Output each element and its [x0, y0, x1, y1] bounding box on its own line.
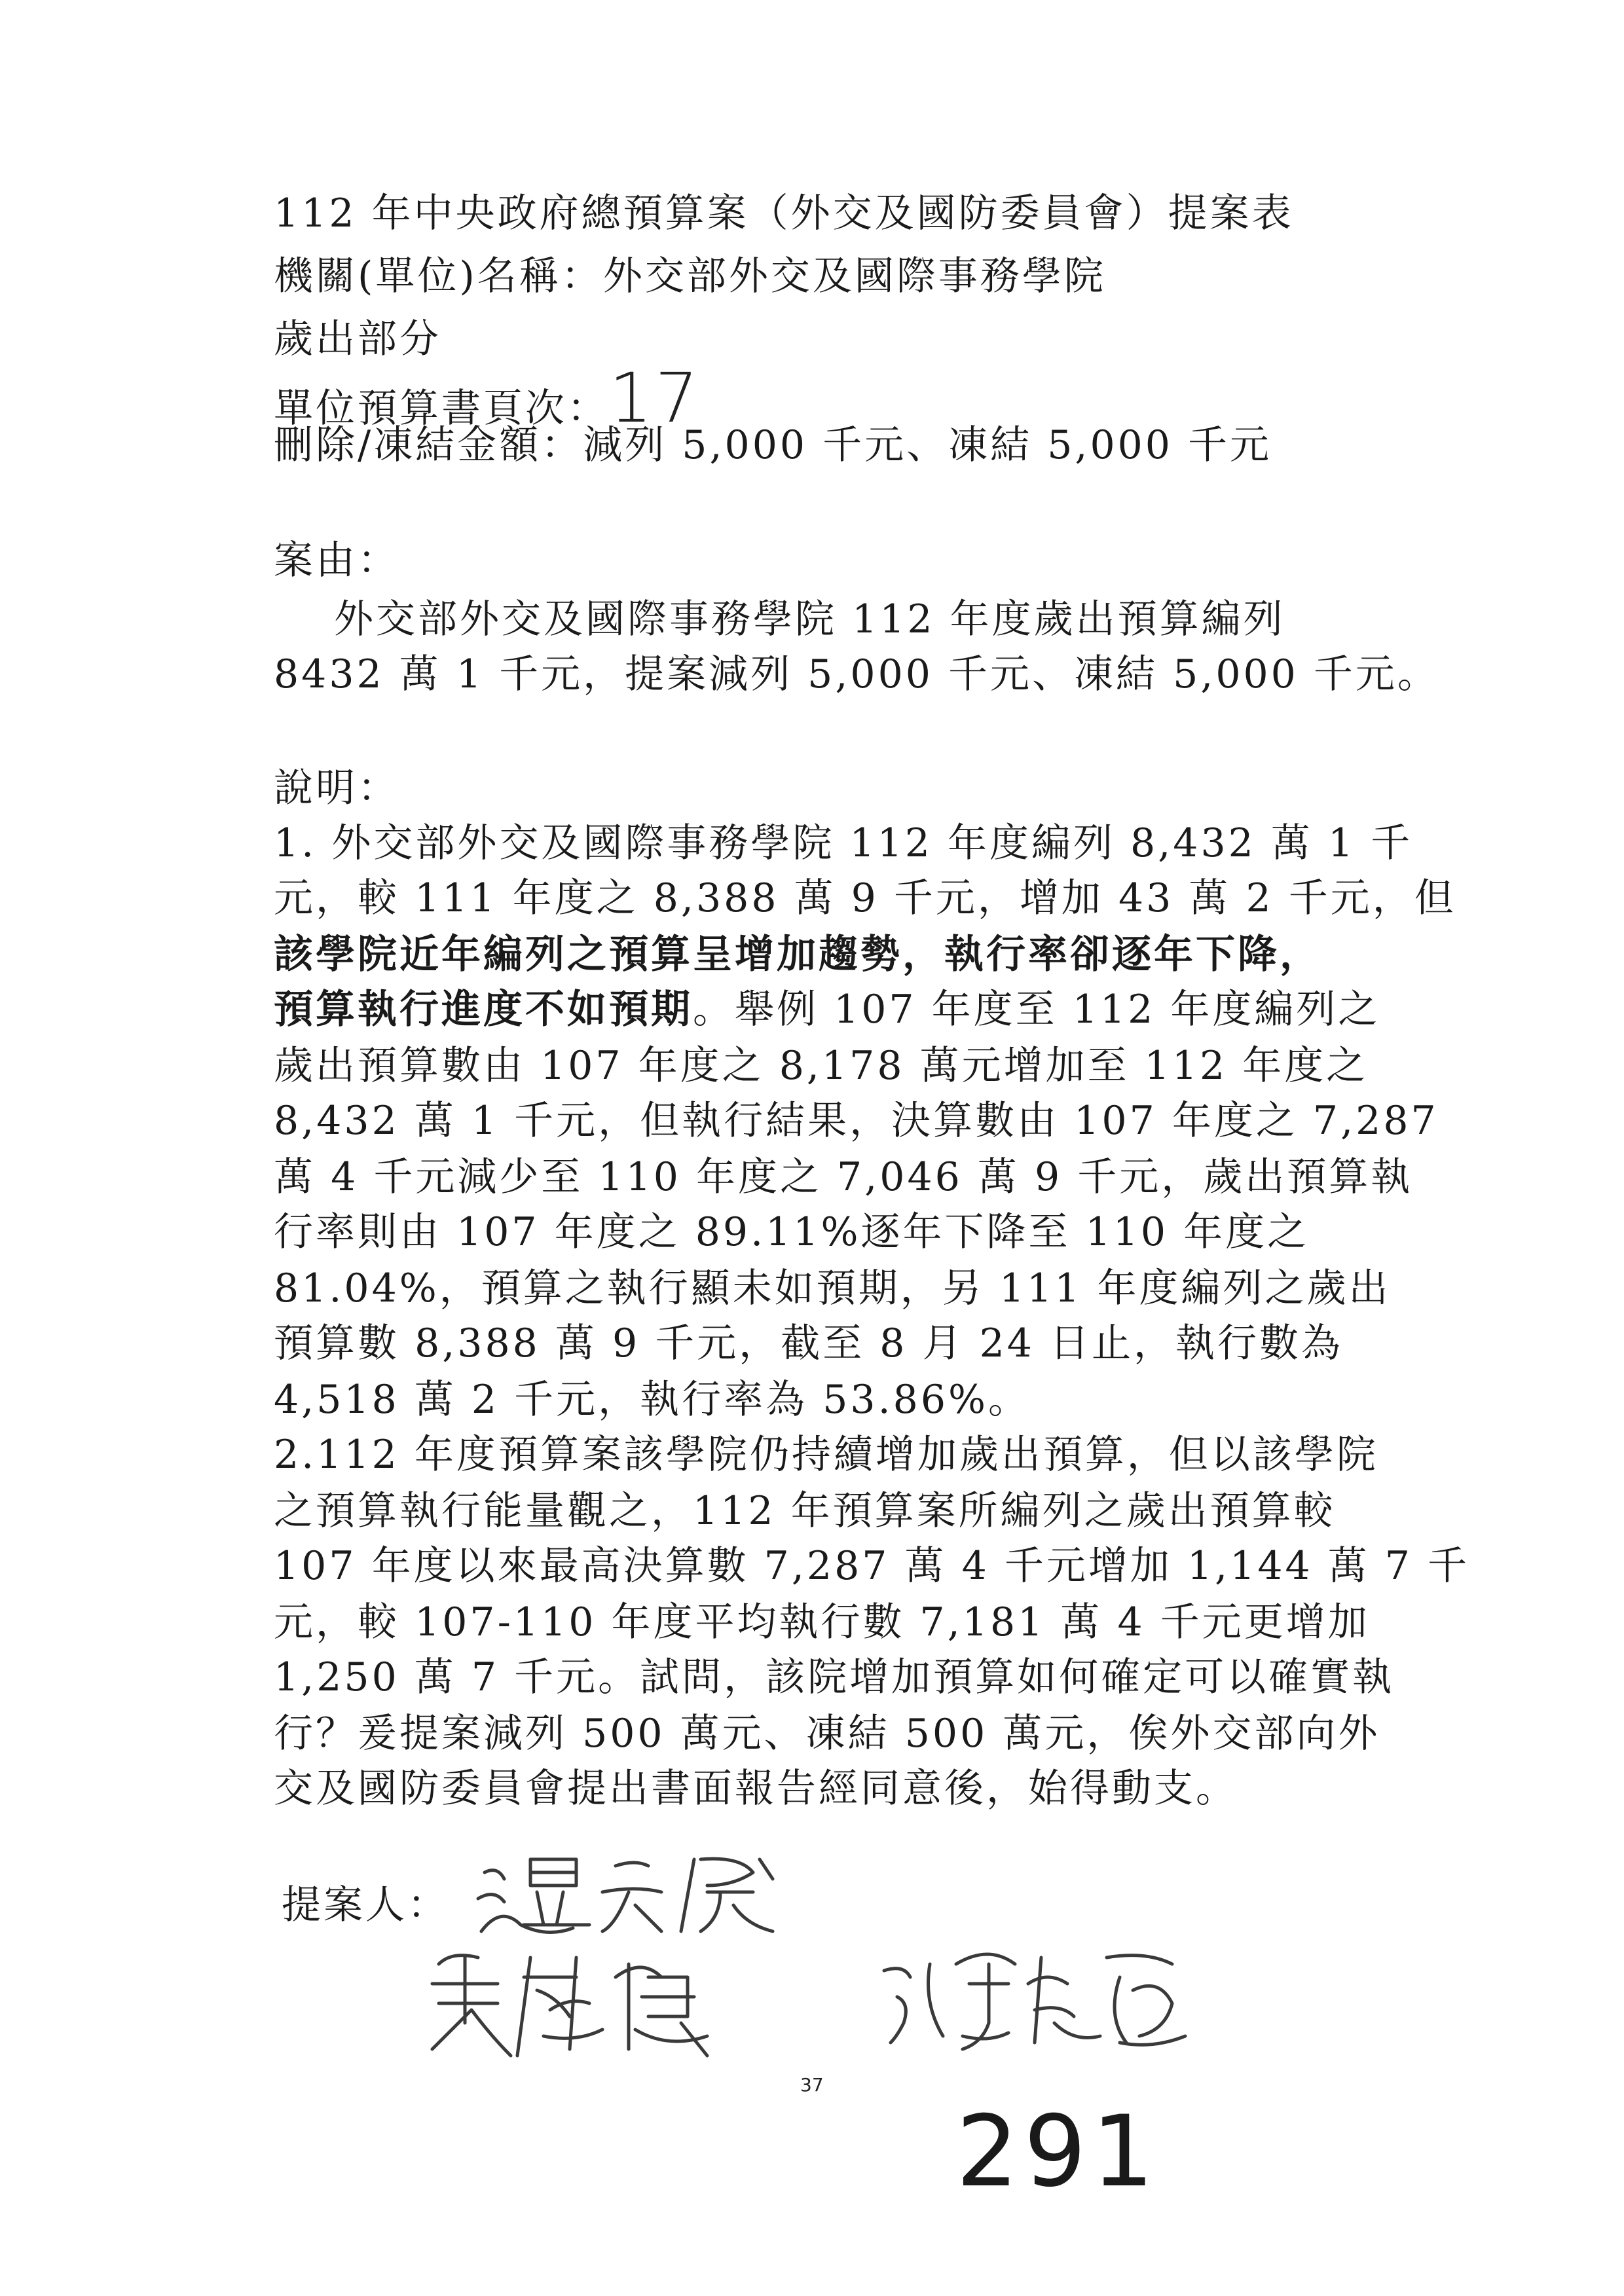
- page-folio: 37: [800, 2074, 824, 2096]
- amount-line: 刪除/凍結金額：減列 5,000 千元、凍結 5,000 千元: [274, 422, 1272, 468]
- signature-1: [471, 1846, 799, 1944]
- reason-line-2: 8432 萬 1 千元，提案減列 5,000 千元、凍結 5,000 千元。: [274, 651, 1439, 697]
- agency-name: 機關(單位)名稱：外交部外交及國際事務學院: [274, 253, 1106, 299]
- explanation-line-8: 行率則由 107 年度之 89.11%逐年下降至 110 年度之: [274, 1209, 1310, 1255]
- explanation-line-12: 2.112 年度預算案該學院仍持續增加歲出預算，但以該學院: [274, 1432, 1378, 1478]
- explanation-line-3-emphasis: 該學院近年編列之預算呈增加趨勢，執行率卻逐年下降，: [274, 932, 1321, 977]
- explanation-line-10: 預算數 8,388 萬 9 千元，截至 8 月 24 日止，執行數為: [274, 1321, 1344, 1366]
- explanation-line-9: 81.04%，預算之執行顯未如預期，另 111 年度編列之歲出: [274, 1266, 1391, 1311]
- explanation-line-11: 4,518 萬 2 千元，執行率為 53.86%。: [274, 1377, 1031, 1423]
- explanation-line-4-emphasis: 預算執行進度不如預期: [274, 987, 693, 1032]
- explanation-line-14: 107 年度以來最高決算數 7,287 萬 4 千元增加 1,144 萬 7 千: [274, 1543, 1470, 1589]
- explanation-line-4-rest: 。舉例 107 年度至 112 年度編列之: [693, 987, 1380, 1032]
- explanation-line-16: 1,250 萬 7 千元。試問，該院增加預算如何確定可以確實執: [274, 1654, 1395, 1700]
- section-label: 歲出部分: [274, 316, 441, 362]
- page-reference-handwritten-value: 17: [609, 358, 701, 438]
- explanation-line-1: 1. 外交部外交及國際事務學院 112 年度編列 8,432 萬 1 千: [274, 820, 1413, 866]
- explanation-line-4: [274, 987, 1380, 1032]
- explanation-line-6: 8,432 萬 1 千元，但執行結果，決算數由 107 年度之 7,287: [274, 1098, 1439, 1144]
- explanation-label: 說明：: [274, 765, 399, 811]
- proposer-label: 提案人：: [282, 1882, 449, 1928]
- explanation-line-5: 歲出預算數由 107 年度之 8,178 萬元增加至 112 年度之: [274, 1043, 1369, 1089]
- explanation-line-7: 萬 4 千元減少至 110 年度之 7,046 萬 9 千元，歲出預算執: [274, 1154, 1413, 1200]
- page-reference-label: 單位預算書頁次：: [274, 386, 609, 431]
- explanation-line-2: 元，較 111 年度之 8,388 萬 9 千元，增加 43 萬 2 千元，但: [274, 875, 1456, 921]
- explanation-line-18: 交及國防委員會提出書面報告經同意後，始得動支。: [274, 1766, 1238, 1812]
- signature-3: [871, 1938, 1198, 2056]
- handwritten-page-number: 291: [956, 2095, 1160, 2209]
- reason-label: 案由：: [274, 538, 399, 583]
- proposal-title: 112 年中央政府總預算案（外交及國防委員會）提案表: [274, 191, 1294, 236]
- signature-2: [419, 1938, 760, 2069]
- reason-line-1: 外交部外交及國際事務學院 112 年度歲出預算編列: [334, 596, 1285, 642]
- explanation-line-17: 行？爰提案減列 500 萬元、凍結 500 萬元，俟外交部向外: [274, 1711, 1380, 1757]
- explanation-line-15: 元，較 107-110 年度平均執行數 7,181 萬 4 千元更增加: [274, 1599, 1370, 1645]
- explanation-line-13: 之預算執行能量觀之，112 年預算案所編列之歲出預算較: [274, 1488, 1336, 1534]
